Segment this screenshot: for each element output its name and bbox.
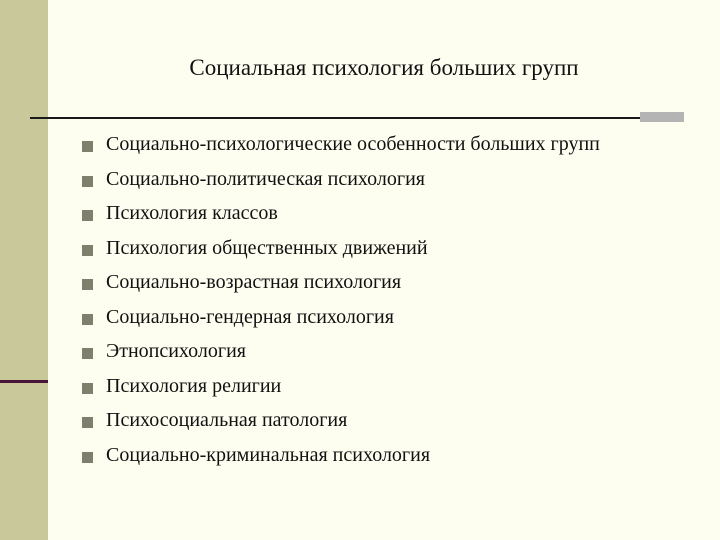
bullet-item: [82, 167, 692, 192]
square-bullet-icon: [82, 383, 93, 394]
title-divider: [30, 117, 640, 119]
left-decorative-bar: [0, 0, 48, 540]
bullet-item: [82, 236, 692, 261]
square-bullet-icon: [82, 348, 93, 359]
bullet-text: Психосоциальная патология: [106, 409, 348, 431]
square-bullet-icon: [82, 314, 93, 325]
square-bullet-icon: [82, 417, 93, 428]
left-bar-accent-line: [0, 380, 48, 383]
square-bullet-icon: [82, 176, 93, 187]
bullet-item: [82, 408, 692, 433]
square-bullet-icon: [82, 452, 93, 463]
bullet-item: [82, 270, 692, 295]
bullet-list: [82, 132, 692, 477]
bullet-text: Психология религии: [106, 374, 282, 397]
slide-title: Социальная психология больших групп: [189, 55, 579, 80]
bullet-item: [82, 443, 692, 468]
bullet-text: Социально-возрастная психология: [106, 271, 402, 293]
bullet-text: Социально-гендерная психология: [106, 305, 394, 328]
bullet-item: [82, 132, 692, 157]
bullet-item: [82, 201, 692, 226]
bullet-item: [82, 339, 692, 364]
bullet-text: Этнопсихология: [106, 340, 246, 362]
square-bullet-icon: [82, 279, 93, 290]
square-bullet-icon: [82, 210, 93, 221]
title-divider-accent: [640, 112, 684, 122]
bullet-text: Социально-криминальная психология: [106, 443, 431, 466]
bullet-item: [82, 305, 692, 330]
bullet-text: Социально-политическая психология: [106, 167, 425, 190]
square-bullet-icon: [82, 141, 93, 152]
square-bullet-icon: [82, 245, 93, 256]
bullet-text: Психология классов: [106, 202, 278, 224]
bullet-text: Социально-психологические особенности больших групп: [106, 133, 600, 155]
bullet-item: [82, 374, 692, 399]
bullet-text: Психология общественных движений: [106, 236, 428, 259]
